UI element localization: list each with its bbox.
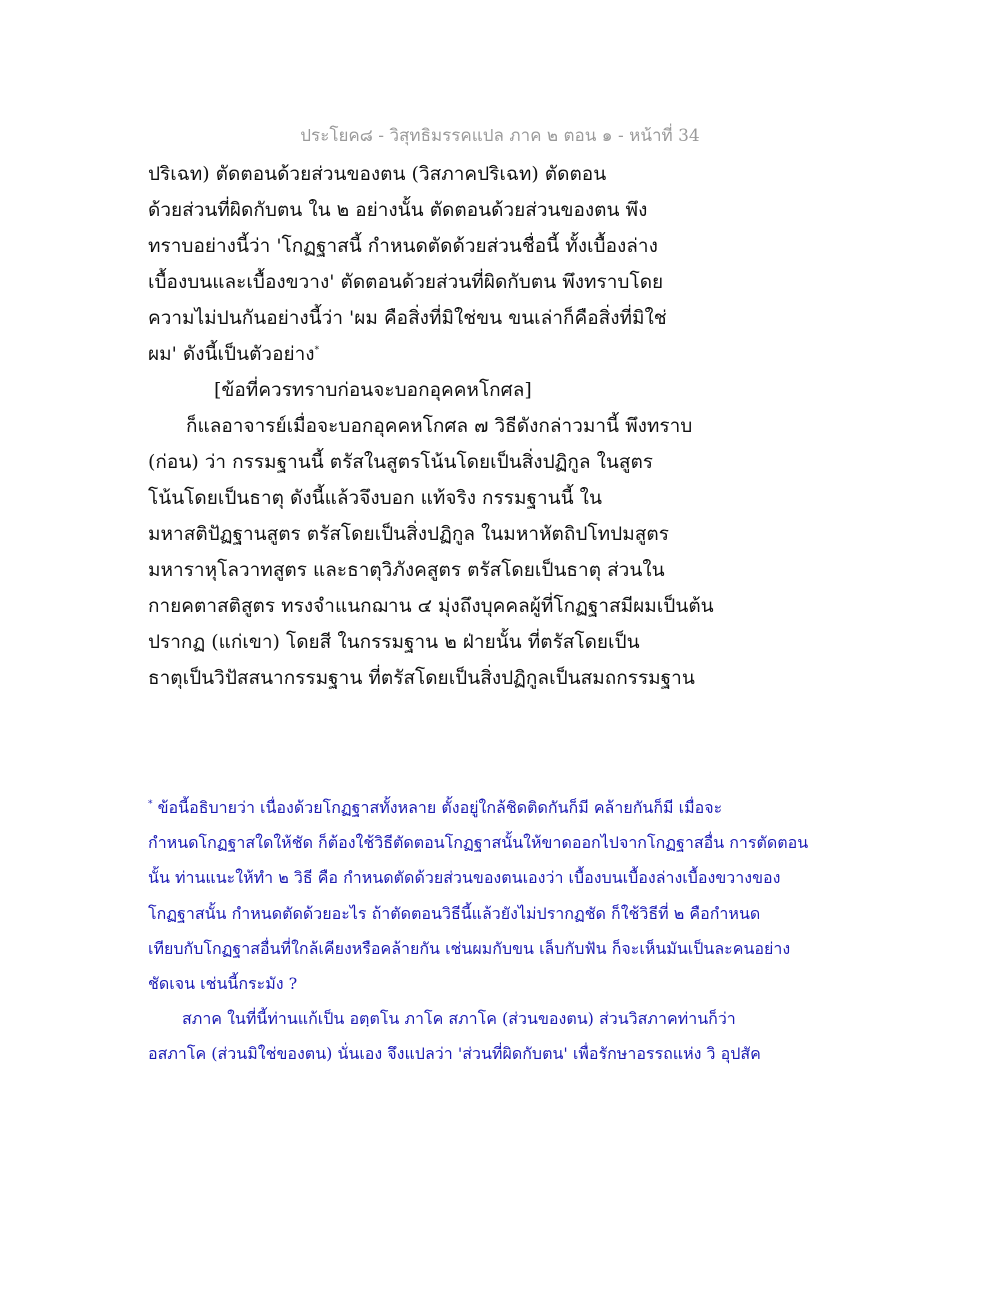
- body-line: ธาตุเป็นวิปัสสนากรรมฐาน ที่ตรัสโดยเป็นสิ่งปฏิกูลเป็นสมถกรรมฐาน: [148, 667, 695, 689]
- footnote-line: นั้น ท่านแนะให้ทำ ๒ วิธี คือ กำหนดตัดด้วยส่วนของตนเองว่า เบื้องบนเบื้องล่างเบื้องขวางของ: [148, 868, 781, 888]
- body-line: ความไม่ปนกันอย่างนี้ว่า 'ผม คือสิ่งที่มิใช่ขน ขนเล่าก็คือสิ่งที่มิใช่: [148, 307, 667, 329]
- body-line: มหาสติปัฏฐานสูตร ตรัสโดยเป็นสิ่งปฏิกูล ในมหาหัตถิปโทปมสูตร: [148, 523, 669, 545]
- body-text: [148, 156, 728, 696]
- section-heading: [ข้อที่ควรทราบก่อนจะบอกอุคคหโกศล]: [214, 379, 532, 401]
- page-header: ประโยค๘ - วิสุทธิมรรคแปล ภาค ๒ ตอน ๑ - หน้าที่ 34: [300, 126, 700, 146]
- footnote-mark: *: [148, 799, 153, 810]
- body-line: มหาราหุโลวาทสูตร และธาตุวิภังคสูตร ตรัสโดยเป็นธาตุ ส่วนใน: [148, 559, 665, 581]
- footnote-line: สภาค ในที่นี้ท่านแก้เป็น อตฺตโน ภาโค สภาโค (ส่วนของตน) ส่วนวิสภาคท่านก็ว่า: [182, 1009, 736, 1029]
- body-line: ปรากฏ (แก่เขา) โดยสี ในกรรมฐาน ๒ ฝ่ายนั้น ที่ตรัสโดยเป็น: [148, 631, 640, 653]
- body-line: กายคตาสติสูตร ทรงจำแนกฌาน ๔ มุ่งถึงบุคคลผู้ที่โกฏฐาสมีผมเป็นต้น: [148, 595, 714, 617]
- footnote-line-text: ข้อนี้อธิบายว่า เนื่องด้วยโกฏฐาสทั้งหลาย ตั้งอยู่ใกล้ชิดติดกันก็มี คล้ายกันก็มี เมื่อจะ: [157, 798, 723, 817]
- footnote: [148, 790, 858, 1072]
- body-line: เบื้องบนและเบื้องขวาง' ตัดตอนด้วยส่วนที่ผิดกับตน พึงทราบโดย: [148, 271, 664, 293]
- footnote-reference-mark: *: [314, 345, 320, 356]
- footnote-line: กำหนดโกฏฐาสใดให้ชัด ก็ต้องใช้วิธีตัดตอนโกฏฐาสนั้นให้ขาดออกไปจากโกฏฐาสอื่น การตัดตอน: [148, 833, 809, 853]
- footnote-line: อสภาโค (ส่วนมิใช่ของตน) นั่นเอง จึงแปลว่า 'ส่วนที่ผิดกับตน' เพื่อรักษาอรรถแห่ง วิ อุปสัค: [148, 1044, 761, 1064]
- body-line: ก็แลอาจารย์เมื่อจะบอกอุคคหโกศล ๗ วิธีดังกล่าวมานี้ พึงทราบ: [186, 415, 693, 437]
- body-line-text: ผม' ดังนี้เป็นตัวอย่าง: [148, 343, 315, 365]
- footnote-line: [148, 790, 858, 825]
- footnote-line: ชัดเจน เช่นนี้กระมัง ?: [148, 973, 298, 993]
- body-line: ทราบอย่างนี้ว่า 'โกฏฐาสนี้ กำหนดตัดด้วยส่วนชื่อนี้ ทั้งเบื้องล่าง: [148, 235, 658, 257]
- body-line: ด้วยส่วนที่ผิดกับตน ใน ๒ อย่างนั้น ตัดตอนด้วยส่วนของตน พึง: [148, 199, 648, 221]
- body-line: โน้นโดยเป็นธาตุ ดังนี้แล้วจึงบอก แท้จริง กรรมฐานนี้ ใน: [148, 487, 602, 509]
- body-line: [148, 336, 728, 372]
- footnote-line: โกฏฐาสนั้น กำหนดตัดด้วยอะไร ถ้าตัดตอนวิธีนี้แล้วยังไม่ปรากฏชัด ก็ใช้วิธีที่ ๒ คือกำหนด: [148, 903, 761, 923]
- body-line: (ก่อน) ว่า กรรมฐานนี้ ตรัสในสูตรโน้นโดยเป็นสิ่งปฏิกูล ในสูตร: [148, 451, 653, 473]
- footnote-line: เทียบกับโกฏฐาสอื่นที่ใกล้เคียงหรือคล้ายกัน เช่นผมกับขน เล็บกับฟัน ก็จะเห็นมันเป็นละคนอย่าง: [148, 938, 791, 958]
- body-line: ปริเฉท) ตัดตอนด้วยส่วนของตน (วิสภาคปริเฉท) ตัดตอน: [148, 163, 607, 185]
